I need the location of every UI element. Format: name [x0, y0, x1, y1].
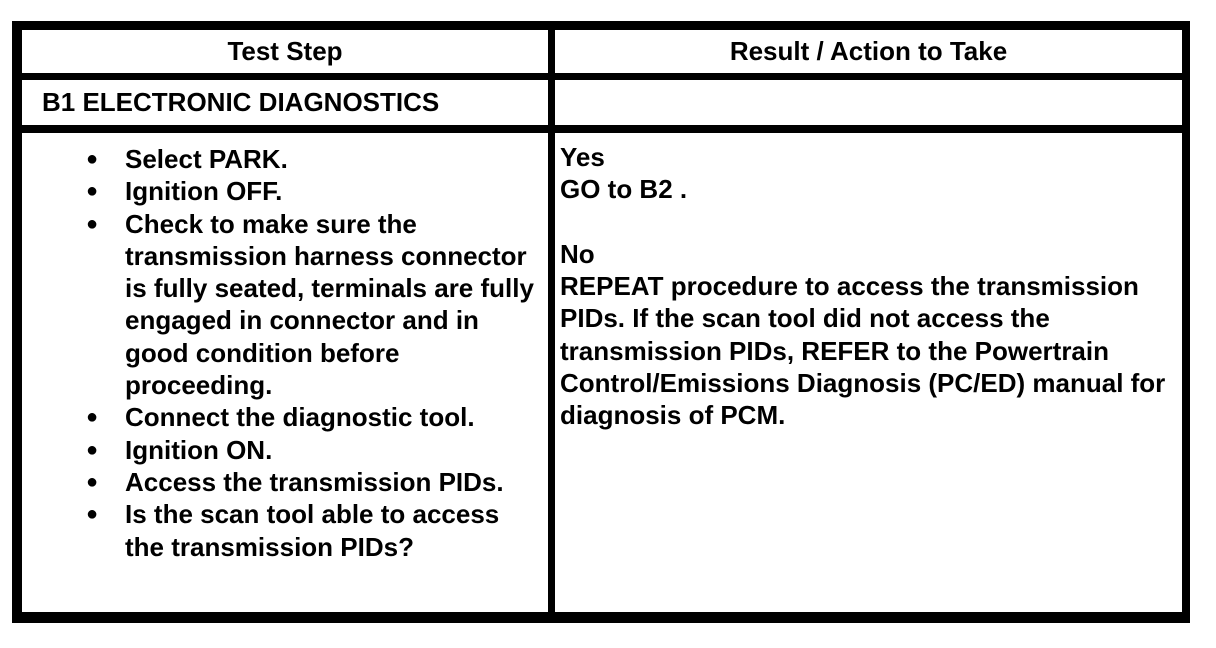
section-title: B1 ELECTRONIC DIAGNOSTICS	[42, 87, 440, 118]
section-empty-cell	[555, 80, 1182, 125]
step-text: Ignition ON.	[125, 434, 273, 465]
list-item	[22, 208, 542, 402]
list-item	[22, 143, 542, 175]
header-result-action	[555, 30, 1182, 73]
result-block	[560, 141, 1170, 432]
list-item	[22, 498, 542, 563]
bullet-icon: ●	[86, 438, 99, 461]
bullet-icon: ●	[86, 148, 99, 170]
spacer	[560, 206, 1170, 238]
diagnostic-table	[12, 21, 1190, 623]
yes-action: GO to B2 .	[560, 174, 688, 205]
step-text: Select PARK.	[125, 144, 288, 174]
no-label: No	[560, 238, 595, 269]
section-title-cell	[22, 80, 548, 125]
step-text: Is the scan tool able to access the transmission PIDs?	[125, 499, 500, 562]
step-text: Connect the diagnostic tool.	[125, 402, 475, 433]
bullet-icon: ●	[86, 503, 99, 526]
result-action-cell	[555, 133, 1182, 612]
bullet-icon: ●	[86, 470, 99, 493]
bullet-icon: ●	[86, 406, 99, 429]
step-text: Access the transmission PIDs.	[125, 466, 504, 497]
no-action: REPEAT procedure to access the transmission PIDs. If the scan tool did not access the transmission PIDs, REFER to the Powertrain Control/Emissions Diagnosis (PC/ED) manual for diagnosis of PCM.	[560, 271, 1166, 431]
test-steps-cell	[22, 133, 548, 612]
yes-label: Yes	[560, 142, 605, 172]
list-item	[22, 175, 542, 207]
header-result-action-label: Result / Action to Take	[729, 36, 1008, 67]
test-steps-list	[22, 143, 542, 563]
header-test-step-label: Test Step	[227, 36, 343, 67]
bullet-icon: ●	[86, 180, 99, 203]
step-text: Check to make sure the transmission harness connector is fully seated, terminals are fully engaged in connector and in good condition before proceeding.	[125, 208, 534, 401]
bullet-icon: ●	[86, 212, 99, 235]
step-text: Ignition OFF.	[125, 176, 283, 207]
list-item	[22, 466, 542, 498]
list-item	[22, 401, 542, 433]
header-test-step	[22, 30, 548, 73]
list-item	[22, 434, 542, 466]
